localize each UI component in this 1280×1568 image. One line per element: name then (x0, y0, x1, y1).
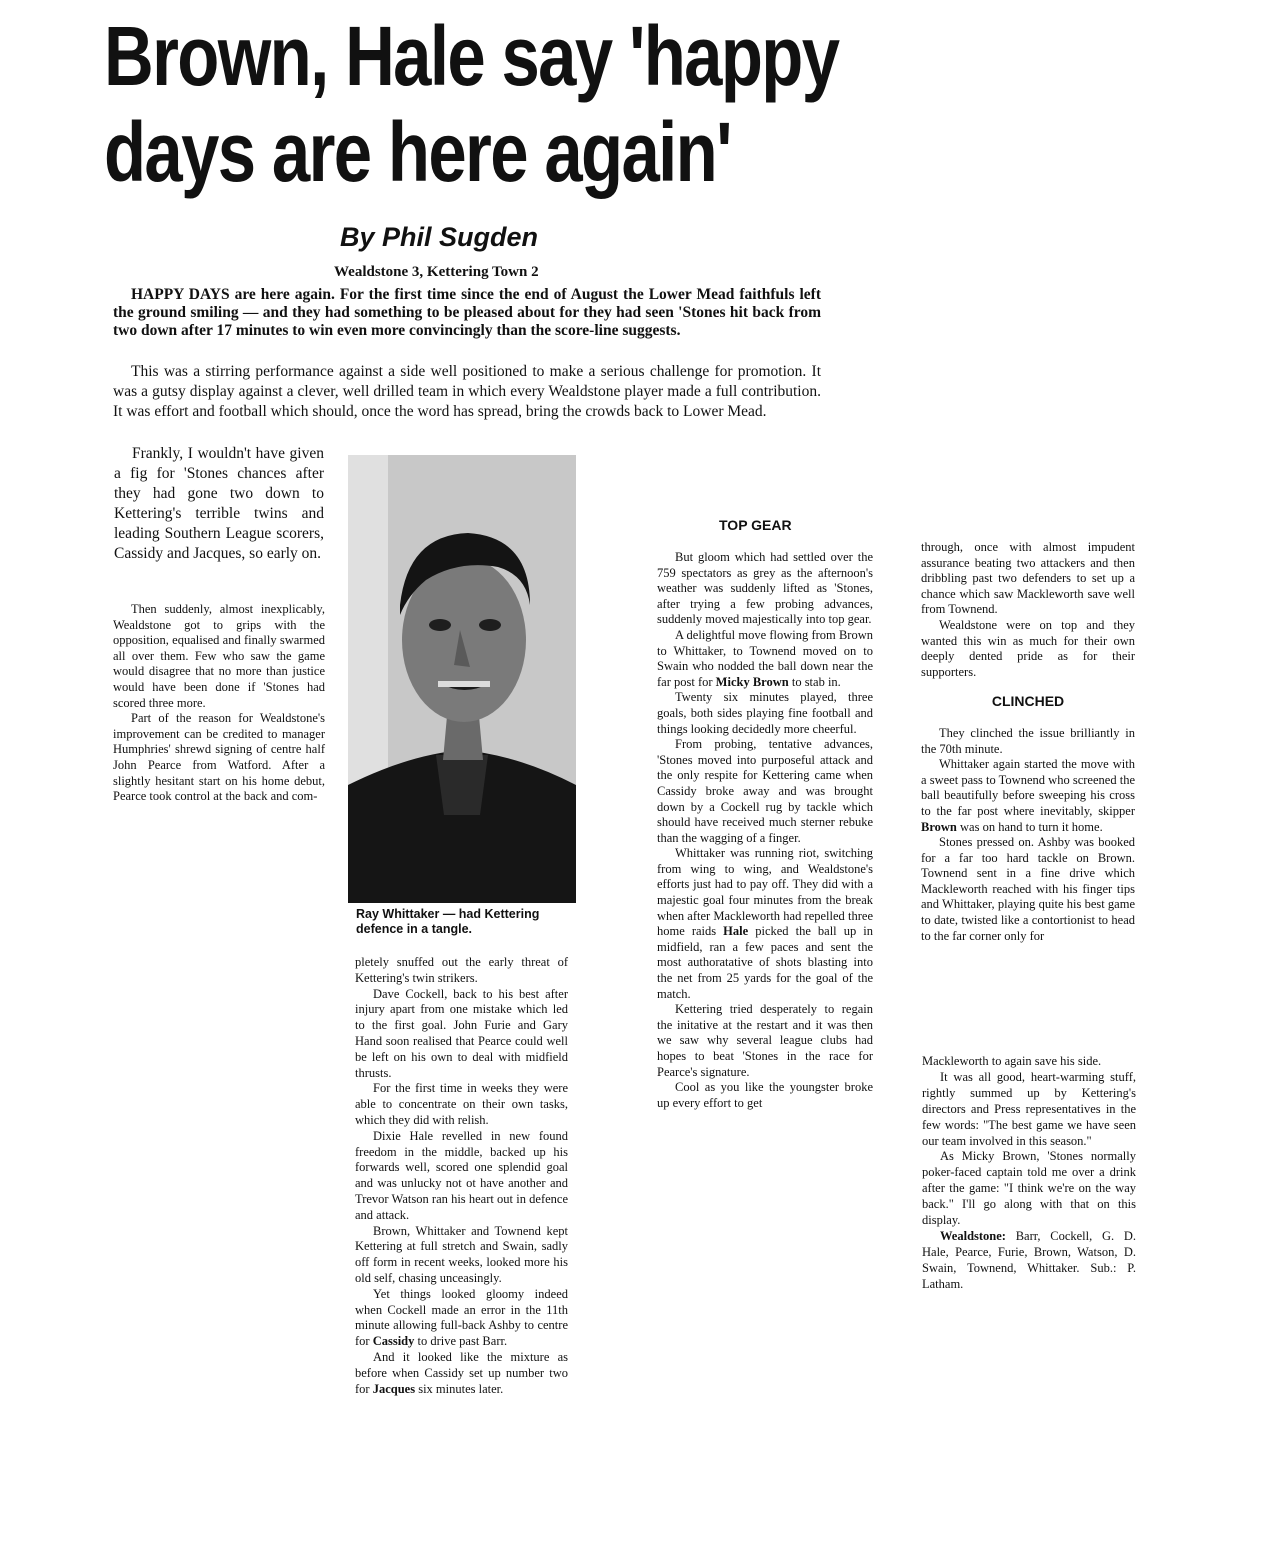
subhead-top-gear: TOP GEAR (719, 517, 792, 533)
text-run: Yet things looked gloomy indeed when Cockell made an error in the 11th minute allowing full-back Ashby to centre for (355, 1286, 568, 1349)
column-4-paragraph: through, once with almost impudent assurance beating two attackers and then dribbling past two defenders to set up a chance which saw Mackleworth save well from Townend. (921, 540, 1135, 617)
headline (104, 8, 839, 200)
column-1-paragraph: Then suddenly, almost inexplicably, Wealdstone got to grips with the opposition, equalised and finally swarmed all over them. Few who saw the game would disagree that no more than justice would have been done if 'Stones had scored three more. (113, 602, 325, 710)
column-4-paragraph: It was all good, heart-warming stuff, rightly summed up by Kettering's directors and Press representatives in the few words: "The best game we have seen our team involved in this season." (922, 1069, 1136, 1148)
column-3-paragraph: Twenty six minutes played, three goals, both sides playing fine football and things looking decidedly more cheerful. (657, 690, 873, 736)
column-3-paragraph: Cool as you like the youngster broke up every effort to get (657, 1080, 873, 1110)
headline-line-1: Brown, Hale say 'happy (104, 9, 839, 103)
column-3-paragraph (657, 846, 873, 1002)
column-2-paragraph: Dixie Hale revelled in new found freedom in the middle, backed up his forwards well, scored one splendid goal and was unlucky not ot have another and Trevor Watson ran his heart out in defence and attack. (355, 1128, 568, 1222)
text-run: was on hand to turn it home. (956, 819, 1103, 834)
column-2-body (355, 955, 568, 1397)
text-run: And it looked like the mixture as before when Cassidy set up number two for (355, 1349, 568, 1396)
column-3-paragraph: But gloom which had settled over the 759 spectators as grey as the afternoon's weather was suddenly lifted as 'Stones, after trying a few probing advances, suddenly moved majestically into top gear. (657, 550, 873, 627)
match-result: Wealdstone 3, Kettering Town 2 (334, 264, 539, 280)
column-3-paragraph: Kettering tried desperately to regain the initative at the restart and it was then we saw why several league clubs had hopes to beat 'Stones in the race for Pearce's signature. (657, 1002, 873, 1079)
player-name-bold: Brown (921, 819, 957, 834)
column-4-bottom-body (922, 1054, 1136, 1293)
team-label: Wealdstone: (940, 1228, 1006, 1243)
headline-line-2: days are here again' (104, 105, 731, 199)
player-name-bold: Jacques (372, 1381, 416, 1396)
column-4-paragraph: Stones pressed on. Ashby was booked for a far too hard tackle on Brown. Townend sent in a fine drive which Mackleworth reached with his finger tips and Whittaker, playing quite his best game to date, twisted like a contortionist to head to the far corner only for (921, 835, 1135, 943)
column-4-paragraph: Mackleworth to again save his side. (922, 1054, 1102, 1068)
player-name-bold: Cassidy (372, 1334, 415, 1349)
text-run: to drive past Barr. (414, 1334, 508, 1349)
column-2-paragraph: Brown, Whittaker and Townend kept Kettering at full stretch and Swain, sadly off form in recent weeks, looked more his old self, chasing unceasingly. (355, 1223, 568, 1285)
text-run: six minutes later. (415, 1381, 504, 1396)
photo-caption: Ray Whittaker — had Kettering defence in a tangle. (356, 907, 540, 936)
column-2-paragraph: Dave Cockell, back to his best after injury apart from one mistake which led to the first goal. John Furie and Gary Hand soon realised that Pearce could well be left on his own to deal with midfield thrusts. (355, 986, 568, 1080)
column-4-paragraph: They clinched the issue brilliantly in the 70th minute. (921, 725, 1135, 756)
player-photo (348, 455, 576, 903)
text-run: to stab in. (788, 674, 841, 689)
text-run: Whittaker was running riot, switching from wing to wing, and Wealdstone's efforts just had to pay off. They did with a majestic goal four minutes from the break when after Mackleworth had repelled three home raids (657, 846, 873, 939)
portrait-image (348, 455, 576, 903)
column-1-paragraph: Part of the reason for Wealdstone's improvement can be credited to manager Humphries' shrewd signing of centre half John Pearce from Watford. After a slightly hesitant start on his home debut, Pearce took control at the back and com- (113, 711, 325, 804)
column-2-paragraph (355, 1350, 568, 1397)
team-lineup (922, 1229, 1136, 1293)
lead-paragraph: This was a stirring performance against a side well positioned to make a serious challenge for promotion. It was a gutsy display against a clever, well drilled team in which every Wealdstone player made a full contribution. It was effort and football which should, once the word has spread, bring the crowds back to Lower Mead. (113, 363, 821, 420)
text-run: picked the ball up in midfield, ran a few paces and sent the most authoratative of shots blasting into the net from 25 yards for the goal of the match. (657, 924, 873, 1001)
text-run: A delightful move flowing from Brown to Whittaker, to Townend moved on to Swain who nodded the ball down near the far post for (657, 627, 873, 689)
team-list: Barr, Cockell, G. D. Hale, Pearce, Furie, Brown, Watson, D. Swain, Townend, Whittaker. Sub.: P. Latham. (922, 1228, 1136, 1291)
column-2-paragraph: For the first time in weeks they were able to concentrate on their own tasks, which they did with relish. (355, 1081, 568, 1127)
column-1-body (113, 602, 325, 805)
text-run: Whittaker again started the move with a sweet pass to Townend who screened the ball beautifully before sweeping his cross to the far post where inevitably, skipper (921, 757, 1135, 818)
column-2-paragraph: pletely snuffed out the early threat of Kettering's twin strikers. (355, 955, 568, 985)
column-4-paragraph: As Micky Brown, 'Stones normally poker-faced captain told me over a drink after the game: "I think we're on the way back." I'll go along with that on this display. (922, 1149, 1136, 1228)
column-3-paragraph: From probing, tentative advances, 'Stones moved into purposeful attack and the only respite for Kettering came when Cassidy broke away and was brought down by a Cockell rug by tackle which should have received much sterner rebuke than the wagging of a finger. (657, 737, 873, 845)
player-name-bold: Hale (723, 924, 749, 939)
column-4-top-body (921, 540, 1135, 944)
player-name-bold: Micky Brown (715, 674, 789, 689)
column-1-large-paragraph: Frankly, I wouldn't have given a fig for 'Stones chances after they had gone two down to Kettering's terrible twins and leading Southern League scorers, Cassidy and Jacques, so early on. (114, 445, 324, 562)
column-4-paragraph: Wealdstone were on top and they wanted this win as much for their own deeply dented pride as for their supporters. (921, 617, 1135, 679)
intro-paragraph: HAPPY DAYS are here again. For the first time since the end of August the Lower Mead faithfuls left the ground smiling — and they had something to be pleased about for they had seen 'Stones hit back from two down after 17 minutes to win even more convincingly than the score-line suggests. (113, 286, 821, 339)
column-4-paragraph (921, 757, 1135, 835)
subhead-clinched: CLINCHED (991, 693, 1065, 710)
byline: By Phil Sugden (340, 222, 539, 252)
column-3-body (657, 550, 873, 1111)
column-3-paragraph (657, 628, 873, 690)
column-2-paragraph (355, 1287, 568, 1350)
